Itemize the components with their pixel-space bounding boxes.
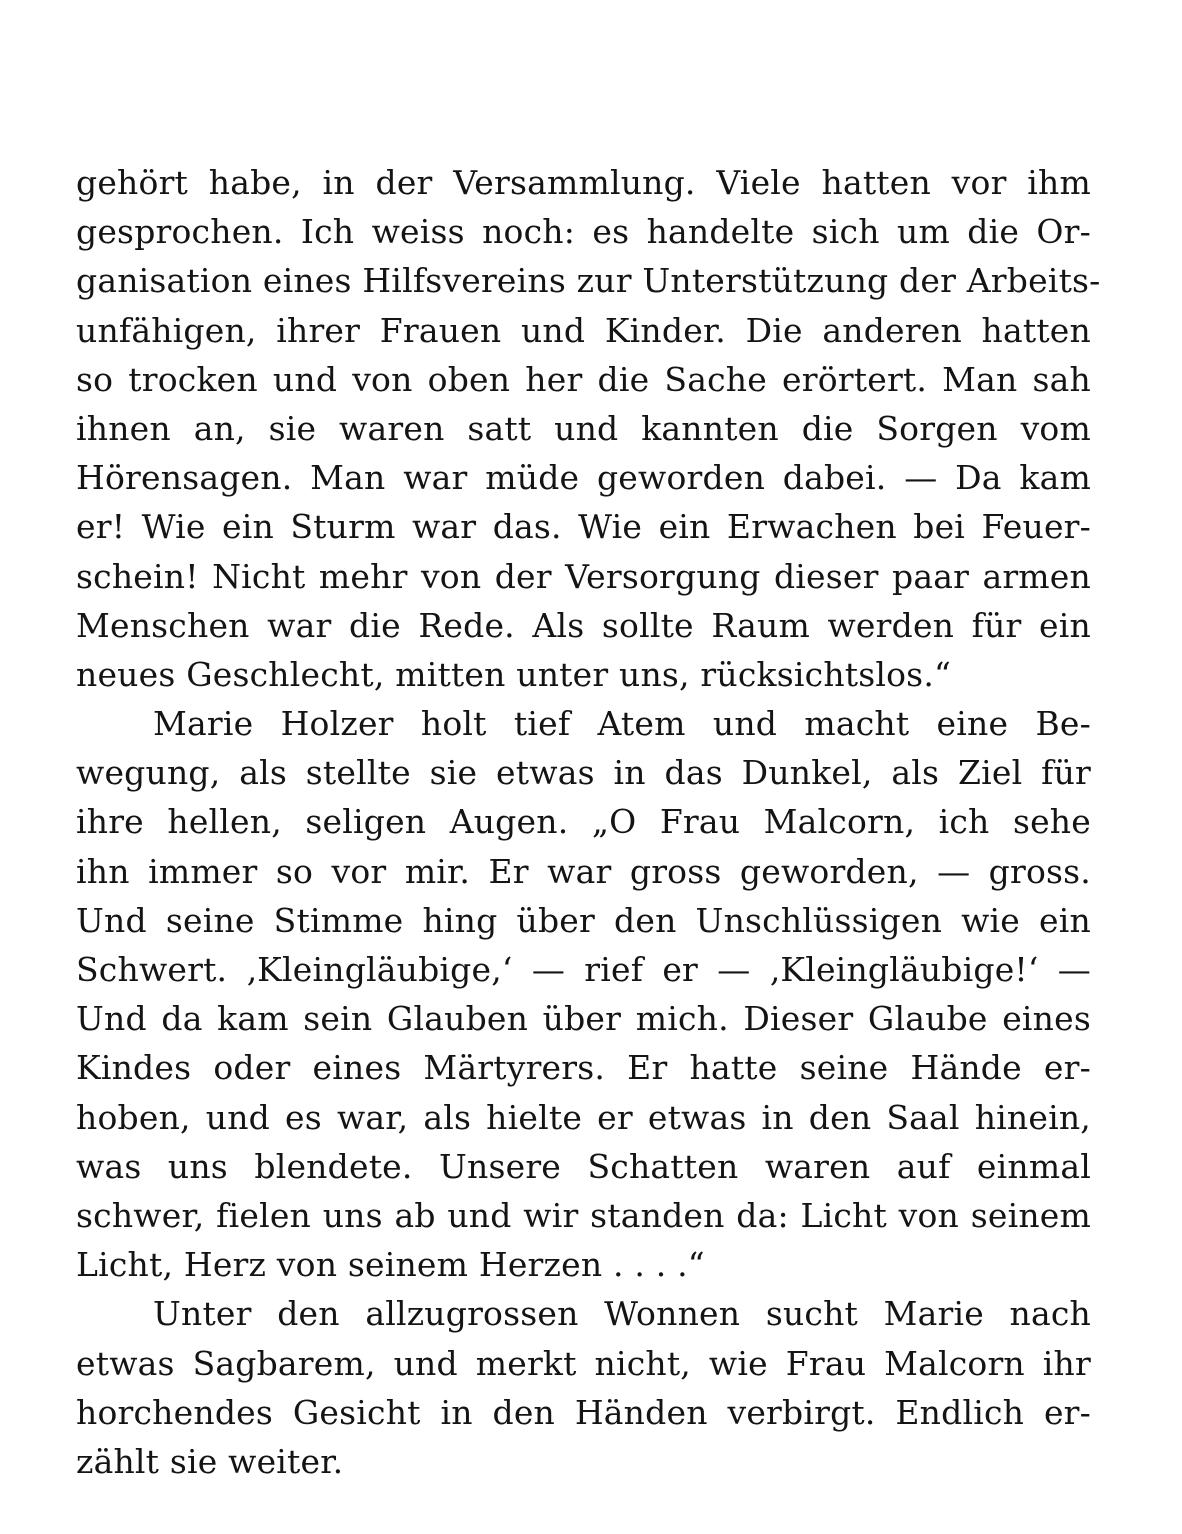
text-line-15: ihn immer so vor mir. Er war gross geworden, — gross. — [76, 851, 1091, 891]
text-line-10: Menschen war die Rede. Als sollte Raum werden für ein — [76, 605, 1091, 645]
text-line-4: unfähigen, ihrer Frauen und Kinder. Die anderen hatten — [76, 310, 1091, 350]
text-line-17: Schwert. ‚Kleingläubige,‘ — rief er — ‚Kleingläubige!‘ — — [76, 950, 1091, 989]
text-line-7: Hörensagen. Man war müde geworden dabei. — Da kam — [76, 458, 1091, 498]
text-line-3: ganisation eines Hilfsvereins zur Unterstützung der Arbeits- — [76, 261, 1101, 301]
text-line-19: Kindes oder eines Märtyrers. Er hatte seine Hände er- — [76, 1048, 1091, 1088]
text-line-5: so trocken und von oben her die Sache erörtert. Man sah — [76, 359, 1091, 399]
text-line-20: hoben, und es war, als hielte er etwas in den Saal hinein, — [76, 1097, 1091, 1137]
page-text — [76, 158, 1101, 1486]
text-line-1: gehört habe, in der Versammlung. Viele hatten vor ihm — [76, 163, 1091, 202]
text-line-9: schein! Nicht mehr von der Versorgung dieser paar armen — [76, 556, 1091, 596]
text-line-26: horchendes Gesicht in den Händen verbirgt. Endlich er- — [76, 1392, 1091, 1432]
text-line-25: etwas Sagbarem, und merkt nicht, wie Frau Malcorn ihr — [76, 1343, 1091, 1383]
text-line-8: er! Wie ein Sturm war das. Wie ein Erwachen bei Feuer- — [76, 507, 1091, 547]
text-line-14: ihre hellen, seligen Augen. „O Frau Malcorn, ich sehe — [76, 802, 1091, 842]
text-line-24: Unter den allzugrossen Wonnen sucht Marie nach — [153, 1294, 1091, 1334]
text-line-27: zählt sie weiter. — [76, 1441, 344, 1481]
text-line-23: Licht, Herz von seinem Herzen . . . .“ — [76, 1245, 705, 1285]
text-line-22: schwer, fielen uns ab und wir standen da: Licht von seinem — [76, 1195, 1091, 1235]
text-line-12: Marie Holzer holt tief Atem und macht eine Be- — [153, 704, 1091, 744]
text-line-16: Und seine Stimme hing über den Unschlüssigen wie ein — [76, 900, 1091, 940]
text-line-11: neues Geschlecht, mitten unter uns, rücksichtslos.“ — [76, 654, 952, 694]
text-line-21: was uns blendete. Unsere Schatten waren auf einmal — [76, 1146, 1091, 1186]
text-line-2: gesprochen. Ich weiss noch: es handelte sich um die Or- — [76, 212, 1091, 252]
text-line-18: Und da kam sein Glauben über mich. Dieser Glaube eines — [76, 999, 1091, 1039]
text-line-13: wegung, als stellte sie etwas in das Dunkel, als Ziel für — [76, 753, 1091, 793]
text-line-6: ihnen an, sie waren satt und kannten die Sorgen vom — [76, 408, 1091, 448]
